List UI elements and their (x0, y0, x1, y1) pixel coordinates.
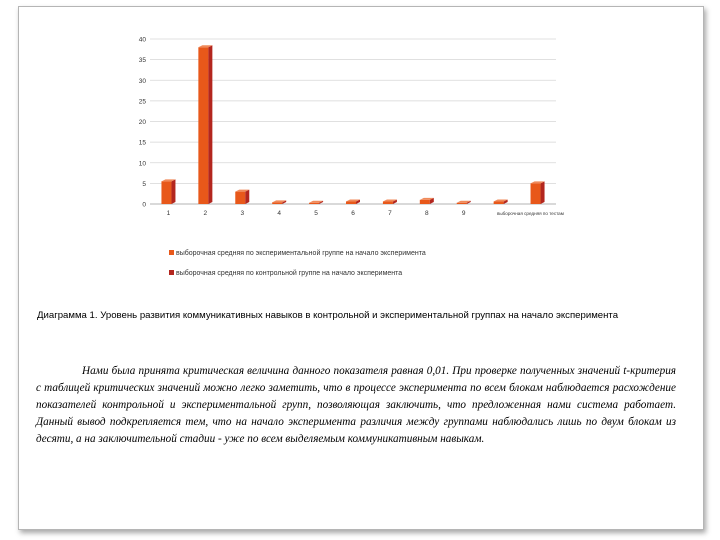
legend-label: выборочная средняя по контрольной группе на начало эксперимента (176, 270, 403, 277)
bar-side (245, 190, 249, 204)
x-tick-label: выборочная средняя по тестам (496, 211, 564, 216)
y-tick-label: 35 (138, 57, 146, 65)
bar-chart (19, 7, 703, 297)
bar-side (541, 181, 545, 204)
y-tick-label: 15 (138, 139, 146, 147)
y-tick-label: 30 (138, 77, 146, 85)
legend-label: выборочная средняя по экспериментальной группе на начало эксперимента (176, 250, 426, 257)
legend-swatch (169, 250, 174, 255)
x-tick-label: 7 (388, 210, 392, 217)
bar (457, 203, 467, 204)
x-tick-label: 3 (240, 210, 245, 217)
x-tick-label: 1 (166, 210, 171, 217)
bar (531, 183, 541, 204)
x-tick-label: 5 (314, 210, 318, 217)
y-tick-label: 25 (138, 98, 146, 106)
bar (198, 47, 208, 204)
y-tick-label: 10 (138, 160, 146, 168)
body-paragraph: Нами была принята критическая величина данного показателя равная 0,01. При проверке полученных значений t-критерия с таблицей критических значений можно легко заметить, что в процессе эксперимента по всем блокам наблюдается расхождение показателей контрольной и экспериментальной групп, позволяющая заключить, что предложенная нами система работает. Данный вывод подкрепляется тем, что на начало эксперимента различия между группами наблюдались лишь по двум блокам из десяти, а на заключительной стадии - уже по всем выделяемым коммуникативным навыкам. (36, 365, 676, 445)
y-tick-label: 0 (142, 201, 146, 209)
bar (309, 203, 319, 204)
y-tick-label: 40 (138, 36, 146, 44)
x-tick-label: 8 (425, 210, 429, 217)
x-tick-label: 4 (277, 210, 281, 217)
legend-swatch (169, 270, 174, 275)
bar (494, 202, 504, 204)
bar (272, 202, 282, 204)
bar-side (208, 45, 212, 204)
bar (235, 192, 245, 204)
x-tick-label: 6 (351, 210, 355, 217)
slide-frame (18, 6, 704, 530)
bar (420, 200, 430, 204)
bar (161, 181, 171, 204)
bar-side (171, 179, 175, 204)
y-tick-label: 5 (142, 180, 146, 188)
x-tick-label: 9 (461, 210, 466, 217)
bar (383, 202, 393, 204)
y-tick-label: 20 (138, 119, 146, 126)
chart-caption: Диаграмма 1. Уровень развития коммуникативных навыков в контрольной и экспериментальной группах на начало эксперимента (37, 310, 619, 321)
x-tick-label: 2 (203, 210, 208, 217)
bar (346, 202, 356, 204)
